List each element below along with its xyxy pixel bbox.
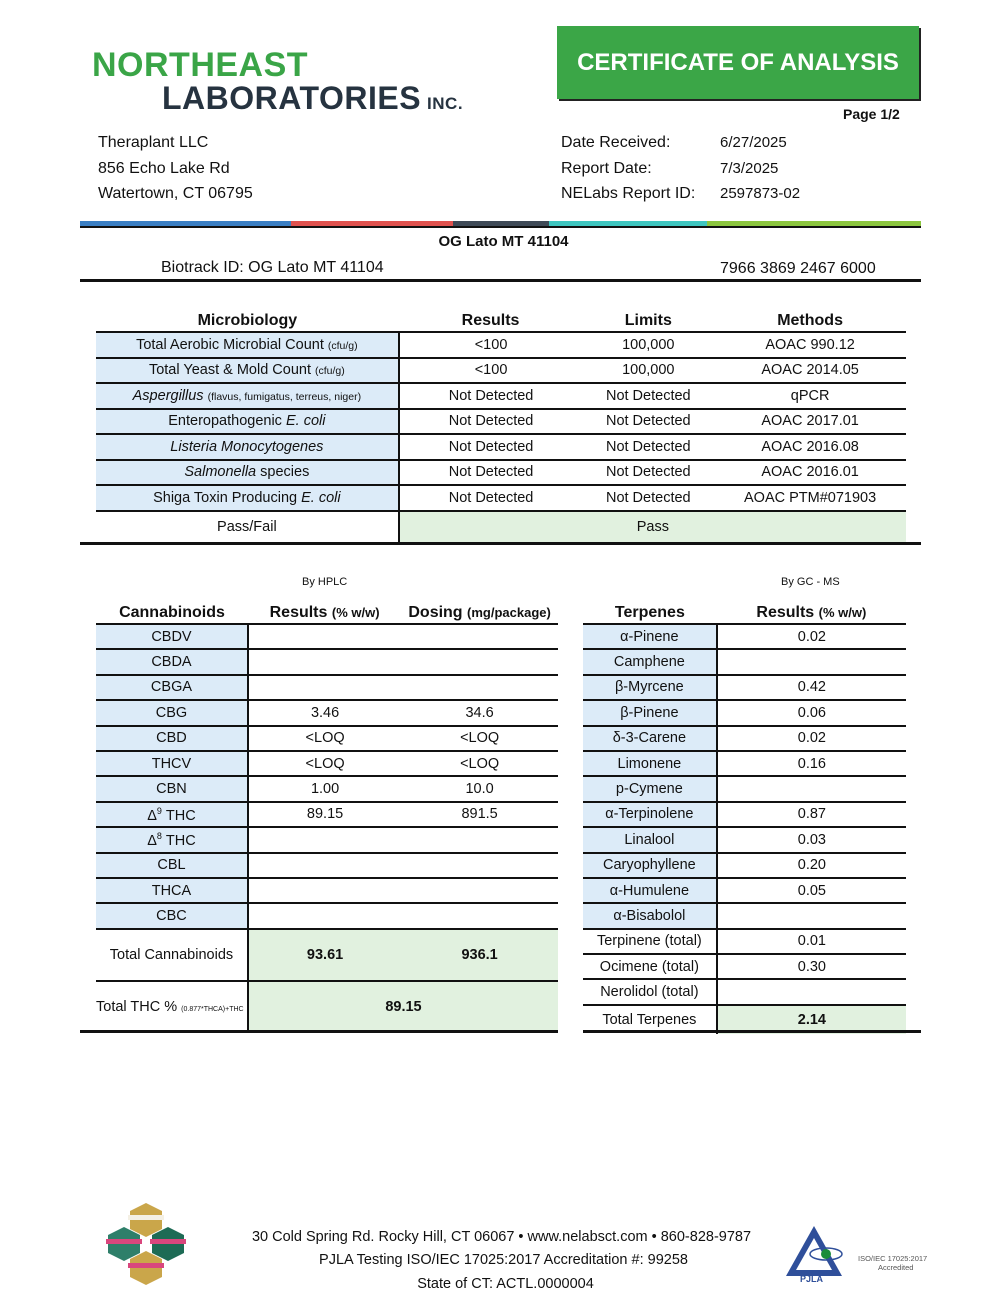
cannabinoid-dose — [401, 878, 558, 903]
client-name: Theraplant LLC — [98, 134, 209, 151]
cannabinoid-result — [248, 878, 401, 903]
total-thc-label — [96, 981, 248, 1032]
terpene-result: 0.42 — [717, 675, 906, 700]
test-name — [96, 332, 399, 358]
test-method: AOAC PTM#071903 — [714, 485, 906, 511]
test-method: qPCR — [714, 383, 906, 409]
test-result: Not Detected — [399, 485, 583, 511]
terpene-result: 0.01 — [717, 929, 906, 954]
pass-fail-label: Pass/Fail — [96, 511, 399, 542]
cannabinoid-dose: 34.6 — [401, 700, 558, 725]
client-city: Watertown, CT 06795 — [98, 185, 253, 202]
total-cannabinoids-dose: 936.1 — [401, 929, 558, 981]
biotrack-label: Biotrack ID: — [161, 259, 244, 276]
test-name — [96, 434, 399, 460]
terpene-name: Caryophyllene — [583, 853, 717, 878]
cannabinoid-result — [248, 649, 401, 674]
test-result: Not Detected — [399, 434, 583, 460]
table-row — [96, 460, 906, 486]
terpene-name: α-Pinene — [583, 624, 717, 649]
table-row — [96, 751, 558, 776]
divider — [80, 542, 921, 545]
report-title-banner: CERTIFICATE OF ANALYSIS — [557, 26, 919, 99]
terpene-result — [717, 776, 906, 801]
client-street: 856 Echo Lake Rd — [98, 159, 230, 177]
total-cannabinoids-label: Total Cannabinoids — [96, 929, 248, 981]
test-limit: 100,000 — [582, 332, 714, 358]
footer-accreditation: PJLA Testing ISO/IEC 17025:2017 Accreditation #: 99258 — [319, 1252, 688, 1268]
table-row — [583, 878, 906, 903]
cannabinoids-table — [96, 596, 558, 1032]
test-label: Listeria Monocytogenes — [170, 438, 324, 455]
cannabinoid-dose — [401, 903, 558, 928]
date-received-value: 6/27/2025 — [720, 134, 787, 151]
table-row — [96, 332, 906, 358]
total-cannabinoids-row — [96, 929, 558, 981]
table-row — [96, 802, 558, 827]
terpene-result: 0.05 — [717, 878, 906, 903]
logo-inc: INC. — [427, 94, 464, 113]
table-row — [583, 776, 906, 801]
cannabinoid-dose — [401, 675, 558, 700]
terpene-result: 0.16 — [717, 751, 906, 776]
cannabinoid-name: CBGA — [96, 675, 248, 700]
cannabinoid-sup: 8 — [156, 830, 162, 841]
test-result: Not Detected — [399, 409, 583, 435]
logo-northeast: NORTHEAST — [92, 46, 309, 84]
test-label: Shiga Toxin Producing — [153, 489, 302, 506]
sample-barcode: 7966 3869 2467 6000 — [720, 260, 876, 277]
badge-ribbon — [128, 1215, 164, 1220]
table-row — [96, 827, 558, 852]
cannabinoid-name: THCA — [96, 878, 248, 903]
col-methods: Methods — [714, 306, 906, 332]
cannabinoid-result — [248, 903, 401, 928]
terpene-name: Terpinene (total) — [583, 929, 717, 954]
table-row — [583, 649, 906, 674]
results-unit: (% w/w) — [331, 605, 380, 620]
cannabinoid-prefix: Δ — [147, 832, 157, 849]
total-thc-value: 89.15 — [248, 981, 558, 1032]
col-results — [717, 596, 906, 624]
table-row — [96, 700, 558, 725]
terpene-method: By GC - MS — [781, 576, 840, 588]
cannabinoid-name: CBDV — [96, 624, 248, 649]
test-limit: Not Detected — [582, 434, 714, 460]
terpene-name: β-Myrcene — [583, 675, 717, 700]
terpene-name: β-Pinene — [583, 700, 717, 725]
cannabinoid-result: <LOQ — [248, 751, 401, 776]
pjla-text: PJLA — [800, 1274, 824, 1284]
table-row — [583, 929, 906, 954]
test-label: Total Yeast & Mold Count — [148, 362, 311, 379]
test-label: Aspergillus — [132, 387, 204, 404]
results-label: Results — [269, 604, 328, 621]
total-cannabinoids-result: 93.61 — [248, 929, 401, 981]
test-name — [96, 460, 399, 486]
terpene-name: p-Cymene — [583, 776, 717, 801]
cannabinoid-result: <LOQ — [248, 726, 401, 751]
cannabinoid-dose: 891.5 — [401, 802, 558, 827]
client-address — [98, 130, 253, 207]
divider — [80, 279, 921, 282]
test-result: <100 — [399, 332, 583, 358]
test-label-suffix: species — [256, 464, 310, 481]
biotrack-id — [161, 259, 384, 277]
cannabinoid-dose: 10.0 — [401, 776, 558, 801]
terpene-name: Limonene — [583, 751, 717, 776]
col-microbiology: Microbiology — [96, 306, 399, 332]
table-header-row — [96, 306, 906, 332]
table-row — [583, 624, 906, 649]
cannabinoid-result — [248, 675, 401, 700]
test-name — [96, 383, 399, 409]
cannabinoid-name: THCV — [96, 751, 248, 776]
test-label: Salmonella — [184, 464, 257, 481]
test-unit: (cfu/g) — [315, 365, 345, 378]
cannabinoid-result — [248, 853, 401, 878]
page-number: Page 1/2 — [843, 106, 900, 122]
total-terpenes-label: Total Terpenes — [583, 1005, 717, 1034]
terpene-result — [717, 903, 906, 928]
dosing-label: Dosing — [408, 604, 463, 621]
terpene-name: δ-3-Carene — [583, 726, 717, 751]
cannabinoid-method: By HPLC — [302, 576, 348, 588]
footer-state-license: State of CT: ACTL.0000004 — [417, 1276, 594, 1292]
test-limit: Not Detected — [582, 485, 714, 511]
terpene-result: 0.02 — [717, 726, 906, 751]
test-method: AOAC 2014.05 — [714, 358, 906, 384]
report-id-label: NELabs Report ID: — [561, 185, 696, 202]
cannabinoid-result — [248, 624, 401, 649]
cannabinoid-dose — [401, 649, 558, 674]
table-row — [96, 383, 906, 409]
terpene-name: Linalool — [583, 827, 717, 852]
table-row — [583, 979, 906, 1004]
cannabinoid-name: CBN — [96, 776, 248, 801]
table-row — [583, 751, 906, 776]
terpene-result: 0.30 — [717, 954, 906, 979]
cannabinoid-result: 1.00 — [248, 776, 401, 801]
cannabinoid-dose: <LOQ — [401, 726, 558, 751]
divider — [583, 1030, 921, 1033]
table-row — [583, 675, 906, 700]
cannabinoid-name: CBDA — [96, 649, 248, 674]
table-row — [96, 675, 558, 700]
col-dosing — [401, 596, 558, 624]
table-row — [96, 878, 558, 903]
total-thc-text: Total THC % — [96, 998, 178, 1015]
cannabinoid-name — [96, 802, 248, 827]
date-received-label: Date Received: — [561, 134, 671, 151]
pass-fail-row — [96, 511, 906, 542]
cannabinoid-name: CBL — [96, 853, 248, 878]
cannabinoid-dose — [401, 827, 558, 852]
test-method: AOAC 2017.01 — [714, 409, 906, 435]
table-row — [583, 802, 906, 827]
cannabinoid-result: 3.46 — [248, 700, 401, 725]
total-thc-row — [96, 981, 558, 1032]
table-row — [583, 726, 906, 751]
cannabinoid-sup: 9 — [156, 805, 162, 816]
cannabinoid-tail: THC — [161, 832, 196, 849]
results-label: Results — [756, 604, 815, 621]
test-limit: Not Detected — [582, 383, 714, 409]
total-terpenes-value: 2.14 — [717, 1005, 906, 1034]
table-row — [96, 409, 906, 435]
table-row — [583, 827, 906, 852]
cannabinoid-name — [96, 827, 248, 852]
table-row — [583, 700, 906, 725]
footer-address: 30 Cold Spring Rd. Rocky Hill, CT 06067 • www.nelabsct.com • 860-828-9787 — [251, 1229, 752, 1245]
report-id-value: 2597873-02 — [720, 185, 801, 202]
divider — [80, 1030, 558, 1033]
test-method: AOAC 2016.01 — [714, 460, 906, 486]
cannabinoid-name: CBD — [96, 726, 248, 751]
logo-laboratories-text: LABORATORIES — [162, 80, 422, 116]
table-row — [583, 954, 906, 979]
divider — [80, 226, 921, 228]
cannabinoid-tail: THC — [161, 807, 196, 824]
terpene-result: 0.87 — [717, 802, 906, 827]
report-date-value: 7/3/2025 — [720, 159, 779, 177]
table-row — [583, 903, 906, 928]
pass-fail-value: Pass — [399, 511, 906, 542]
test-limit: 100,000 — [582, 358, 714, 384]
test-unit: (cfu/g) — [327, 339, 358, 352]
table-header-row — [96, 596, 558, 624]
microbiology-table — [96, 306, 906, 542]
cannabinoid-name: CBC — [96, 903, 248, 928]
pjla-logo — [786, 1224, 936, 1286]
terpene-result: 0.02 — [717, 624, 906, 649]
terpene-result: 0.03 — [717, 827, 906, 852]
terpene-result — [717, 979, 906, 1004]
terpene-name: α-Humulene — [583, 878, 717, 903]
terpene-name: α-Bisabolol — [583, 903, 717, 928]
terpene-name: Camphene — [583, 649, 717, 674]
cannabinoid-result — [248, 827, 401, 852]
test-result: Not Detected — [399, 460, 583, 486]
col-limits: Limits — [582, 306, 714, 332]
col-results — [248, 596, 401, 624]
test-method: AOAC 990.12 — [714, 332, 906, 358]
report-date-label: Report Date: — [561, 159, 652, 177]
table-row — [96, 726, 558, 751]
test-label: Enteropathogenic — [168, 413, 286, 430]
accredited-text: Accredited — [878, 1263, 914, 1272]
cannabinoid-prefix: Δ — [147, 807, 157, 824]
dosing-unit: (mg/package) — [467, 605, 551, 620]
test-limit: Not Detected — [582, 409, 714, 435]
test-name — [96, 409, 399, 435]
test-result: Not Detected — [399, 383, 583, 409]
cannabinoid-dose: <LOQ — [401, 751, 558, 776]
table-row — [96, 903, 558, 928]
test-limit: Not Detected — [582, 460, 714, 486]
table-row — [96, 434, 906, 460]
report-meta-labels — [561, 130, 695, 207]
report-meta-values — [720, 130, 800, 207]
table-row — [96, 485, 906, 511]
test-label-italic: E. coli — [301, 489, 341, 506]
table-header-row — [583, 596, 906, 624]
terpene-result: 0.20 — [717, 853, 906, 878]
terpene-name: α-Terpinolene — [583, 802, 717, 827]
table-row — [96, 853, 558, 878]
terpene-result — [717, 649, 906, 674]
cannabinoid-result: 89.15 — [248, 802, 401, 827]
iso-text: ISO/IEC 17025:2017 — [858, 1254, 928, 1263]
total-thc-formula: (0.877*THCA)+THC — [181, 1005, 244, 1013]
terpenes-table — [583, 596, 906, 1034]
col-cannabinoids: Cannabinoids — [96, 596, 248, 624]
cannabinoid-dose — [401, 853, 558, 878]
cannabinoid-name: CBG — [96, 700, 248, 725]
table-row — [583, 853, 906, 878]
test-label-italic: E. coli — [285, 413, 326, 430]
test-label: Total Aerobic Microbial Count — [136, 336, 324, 353]
table-row — [96, 776, 558, 801]
table-row — [96, 358, 906, 384]
biotrack-value: OG Lato MT 41104 — [248, 259, 384, 276]
sample-name: OG Lato MT 41104 — [438, 233, 569, 250]
col-results: Results — [399, 306, 583, 332]
terpene-name: Nerolidol (total) — [583, 979, 717, 1004]
table-row — [96, 649, 558, 674]
col-terpenes: Terpenes — [583, 596, 717, 624]
results-unit: (% w/w) — [818, 605, 867, 620]
terpene-result: 0.06 — [717, 700, 906, 725]
cannabinoid-dose — [401, 624, 558, 649]
terpene-name: Ocimene (total) — [583, 954, 717, 979]
logo-laboratories — [162, 80, 463, 122]
test-method: AOAC 2016.08 — [714, 434, 906, 460]
test-name — [96, 358, 399, 384]
table-row — [96, 624, 558, 649]
test-result: <100 — [399, 358, 583, 384]
test-unit: (flavus, fumigatus, terreus, niger) — [207, 390, 362, 403]
test-name — [96, 485, 399, 511]
